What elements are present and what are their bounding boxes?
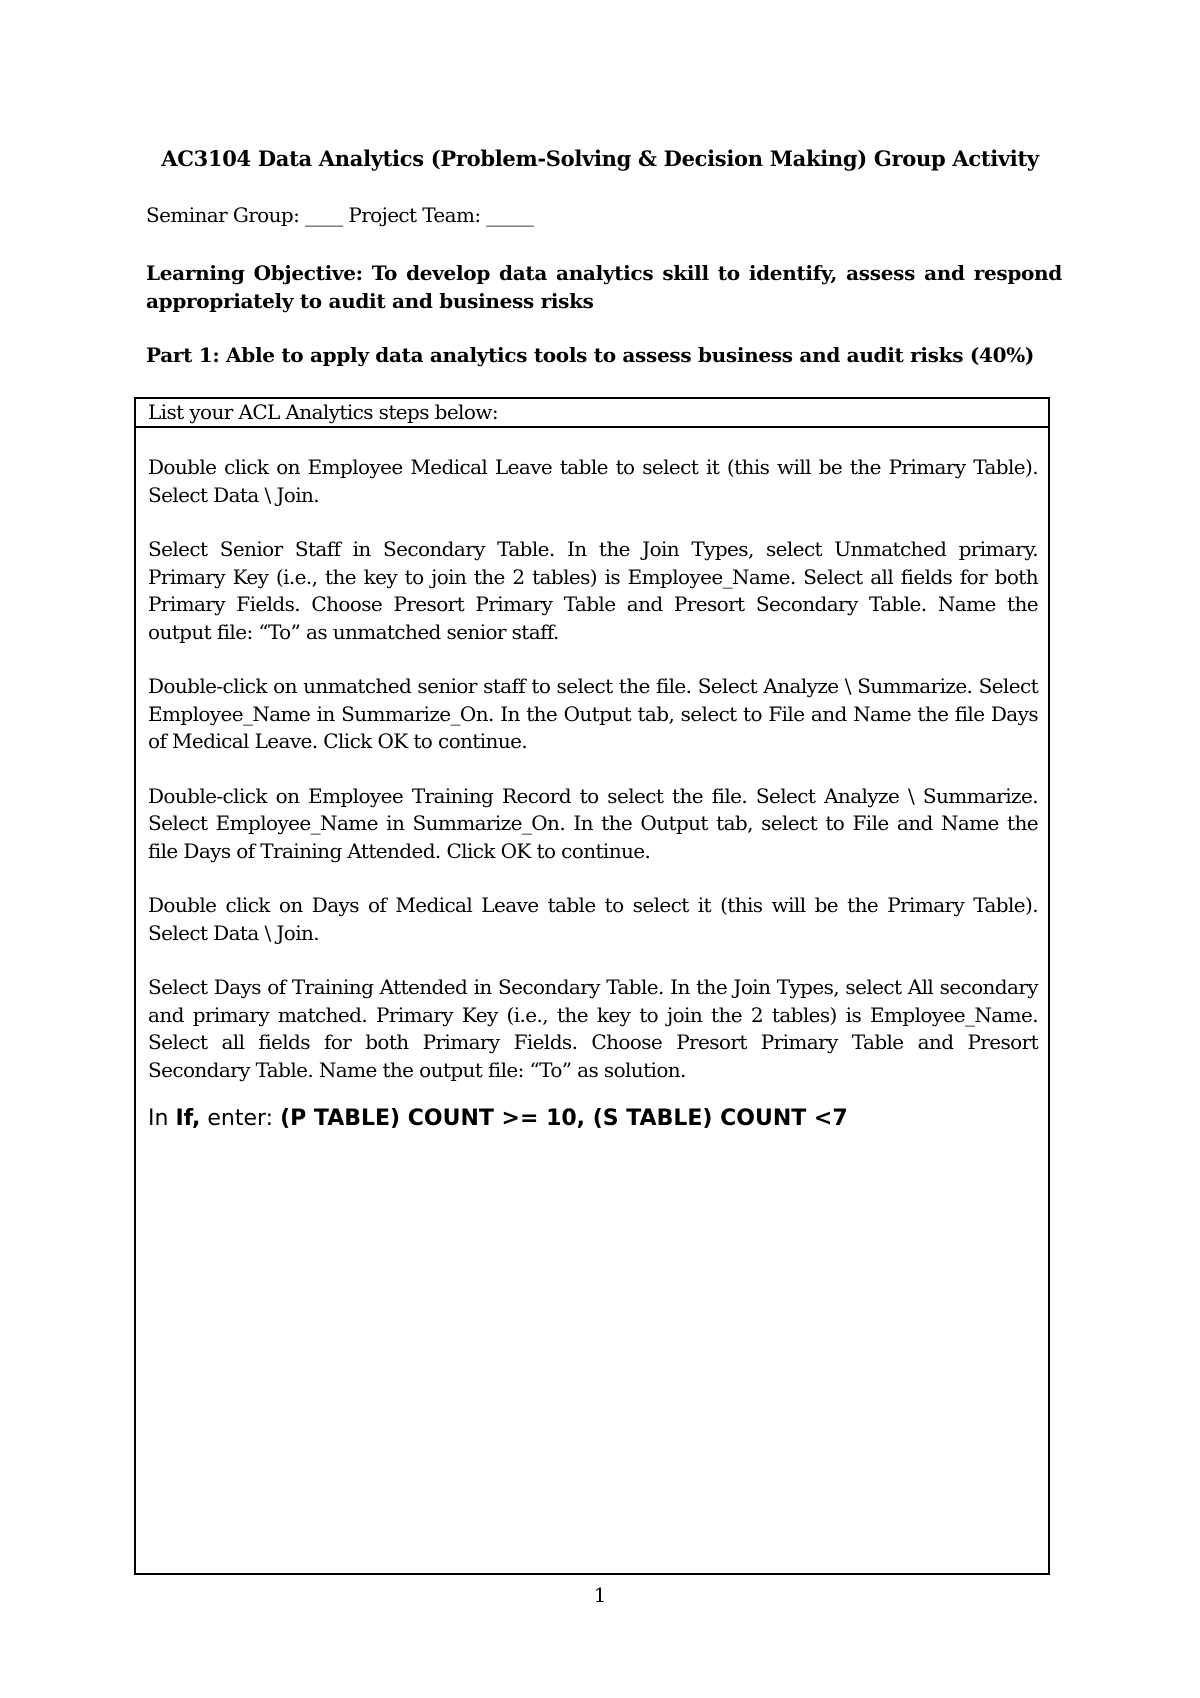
instruction-keyword: If,: [175, 1106, 201, 1131]
step-paragraph: Select Days of Training Attended in Secondary Table. In the Join Types, select All secondary and primary matched. Primary Key (i.e., the key to join the 2 tables) is Employee_Name. Select all fields for both Primary Fields. Choose Presort Primary Table and Presort Secondary Table. Name the output file: “To” as solution.: [148, 975, 1038, 1082]
seminar-group-line: Seminar Group: ____ Project Team: _____: [146, 203, 534, 227]
part-1-heading: Part 1: Able to apply data analytics tools to assess business and audit risks (40%): [146, 343, 1035, 367]
learning-objective: Learning Objective: To develop data analytics skill to identify, assess and respond appropriately to audit and business risks: [146, 261, 1062, 313]
page-number: 1: [593, 1583, 607, 1607]
if-instruction: [148, 1105, 1038, 1133]
step-paragraph: Double-click on unmatched senior staff to select the file. Select Analyze \ Summarize. Select Employee_Name in Summarize_On. In the Output tab, select to File and Name the file Days of Medical Leave. Click OK to continue.: [148, 674, 1038, 753]
steps-body: [136, 428, 1048, 1133]
page-title: AC3104 Data Analytics (Problem-Solving & Decision Making) Group Activity: [161, 146, 1039, 171]
instruction-prefix: In: [148, 1106, 176, 1131]
step-paragraph: Double click on Days of Medical Leave table to select it (this will be the Primary Table). Select Data \ Join.: [148, 893, 1038, 945]
step-paragraph: Double click on Employee Medical Leave table to select it (this will be the Primary Table). Select Data \ Join.: [148, 455, 1038, 507]
instruction-middle: enter:: [200, 1106, 281, 1131]
step-paragraph: Double-click on Employee Training Record to select the file. Select Analyze \ Summarize. Select Employee_Name in Summarize_On. In the Output tab, select to File and Name the file Days of Training Attended. Click OK to continue.: [148, 783, 1038, 863]
steps-box: [134, 397, 1050, 1575]
steps-header: List your ACL Analytics steps below:: [136, 399, 1048, 428]
step-paragraph: Select Senior Staff in Secondary Table. In the Join Types, select Unmatched primary. Primary Key (i.e., the key to join the 2 tables) is Employee_Name. Select all fields for both Primary Fields. Choose Presort Primary Table and Presort Secondary Table. Name the output file: “To” as unmatched senior staff.: [148, 537, 1038, 644]
instruction-expression: (P TABLE) COUNT >= 10, (S TABLE) COUNT <7: [280, 1106, 848, 1131]
